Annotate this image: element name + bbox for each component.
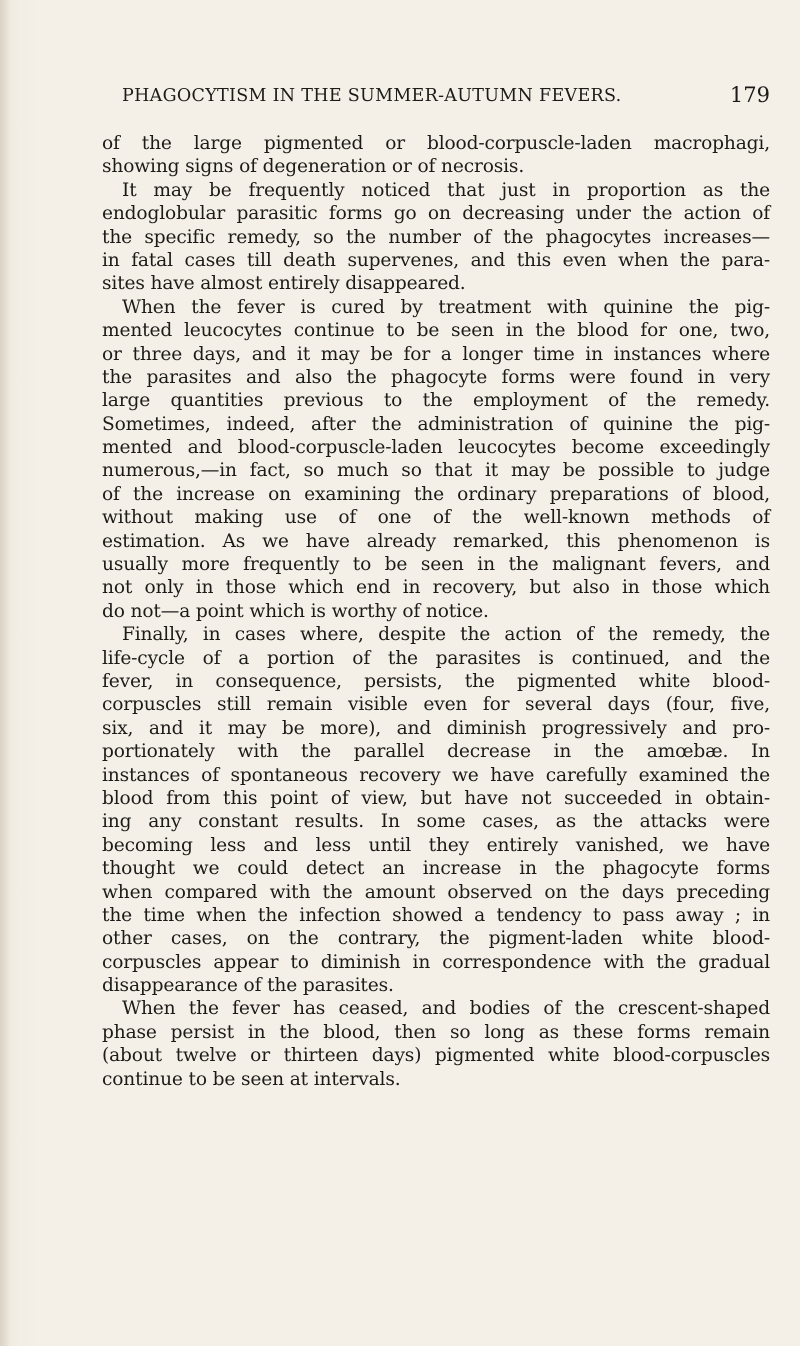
text-line: do not—a point which is worthy of notice. xyxy=(102,600,489,622)
text-line: numerous,—in fact, so much so that it may be possible to judge xyxy=(102,460,770,482)
text-line: blood from this point of view, but have not succeeded in obtain- xyxy=(102,787,770,809)
running-head xyxy=(102,83,770,110)
text-line: corpuscles still remain visible even for several days (four, five, xyxy=(102,694,770,716)
text-line: It may be frequently noticed that just in proportion as the xyxy=(122,179,770,201)
running-title: PHAGOCYTISM IN THE SUMMER-AUTUMN FEVERS. xyxy=(122,86,622,106)
text-line: in fatal cases till death supervenes, and this even when the para- xyxy=(102,249,770,271)
text-line: of the large pigmented or blood-corpuscle-laden macrophagi, xyxy=(102,133,770,154)
text-line: instances of spontaneous recovery we have carefully examined the xyxy=(102,764,770,786)
text-line: usually more frequently to be seen in the malignant fevers, and xyxy=(102,554,770,576)
text-line: Sometimes, indeed, after the administration of quinine the pig- xyxy=(102,413,770,435)
text-line: of the increase on examining the ordinary preparations of blood, xyxy=(102,483,770,505)
text-line: without making use of one of the well-known methods of xyxy=(102,507,770,529)
text-line: thought we could detect an increase in the phagocyte forms xyxy=(102,858,770,880)
text-line: When the fever is cured by treatment with quinine the pig- xyxy=(122,296,770,318)
text-line: fever, in consequence, persists, the pigmented white blood- xyxy=(102,670,770,692)
text-line: the parasites and also the phagocyte forms were found in very xyxy=(102,366,770,388)
text-line: ing any constant results. In some cases, as the attacks were xyxy=(102,811,770,833)
text-line: mented leucocytes continue to be seen in the blood for one, two, xyxy=(102,320,770,342)
text-line: six, and it may be more), and diminish progressively and pro- xyxy=(102,717,770,739)
text-line: not only in those which end in recovery, but also in those which xyxy=(102,577,770,599)
text-line: estimation. As we have already remarked, this phenomenon is xyxy=(102,530,770,552)
text-line: sites have almost entirely disappeared. xyxy=(102,273,466,295)
text-line: portionately with the parallel decrease in the amœbæ. In xyxy=(102,741,770,763)
text-line: disappearance of the parasites. xyxy=(102,975,394,997)
text-line: large quantities previous to the employment of the remedy. xyxy=(102,390,770,412)
body-text xyxy=(102,132,770,1091)
page-number: 179 xyxy=(729,83,770,107)
text-line: other cases, on the contrary, the pigment-laden white blood- xyxy=(102,928,770,950)
text-line: life-cycle of a portion of the parasites is continued, and the xyxy=(102,647,770,669)
text-line: phase persist in the blood, then so long as these forms remain xyxy=(102,1021,770,1043)
text-line: mented and blood-corpuscle-laden leucocytes become exceedingly xyxy=(102,437,770,459)
text-line: when compared with the amount observed on the days preceding xyxy=(102,881,770,903)
text-line: endoglobular parasitic forms go on decreasing under the action of xyxy=(102,203,770,225)
text-line: Finally, in cases where, despite the action of the remedy, the xyxy=(122,624,770,646)
text-line: the time when the infection showed a tendency to pass away ; in xyxy=(102,904,770,926)
text-line: or three days, and it may be for a longer time in instances where xyxy=(102,343,770,365)
text-line: the specific remedy, so the number of the phagocytes increases— xyxy=(102,226,770,248)
text-line: corpuscles appear to diminish in correspondence with the gradual xyxy=(102,951,770,973)
text-line: showing signs of degeneration or of necrosis. xyxy=(102,156,525,178)
page-gutter-shadow xyxy=(0,0,10,1346)
text-line: When the fever has ceased, and bodies of the crescent-shaped xyxy=(122,998,770,1020)
text-line: becoming less and less until they entirely vanished, we have xyxy=(102,834,770,856)
text-line: (about twelve or thirteen days) pigmented white blood-corpuscles xyxy=(102,1045,770,1067)
text-line: continue to be seen at intervals. xyxy=(102,1068,401,1090)
